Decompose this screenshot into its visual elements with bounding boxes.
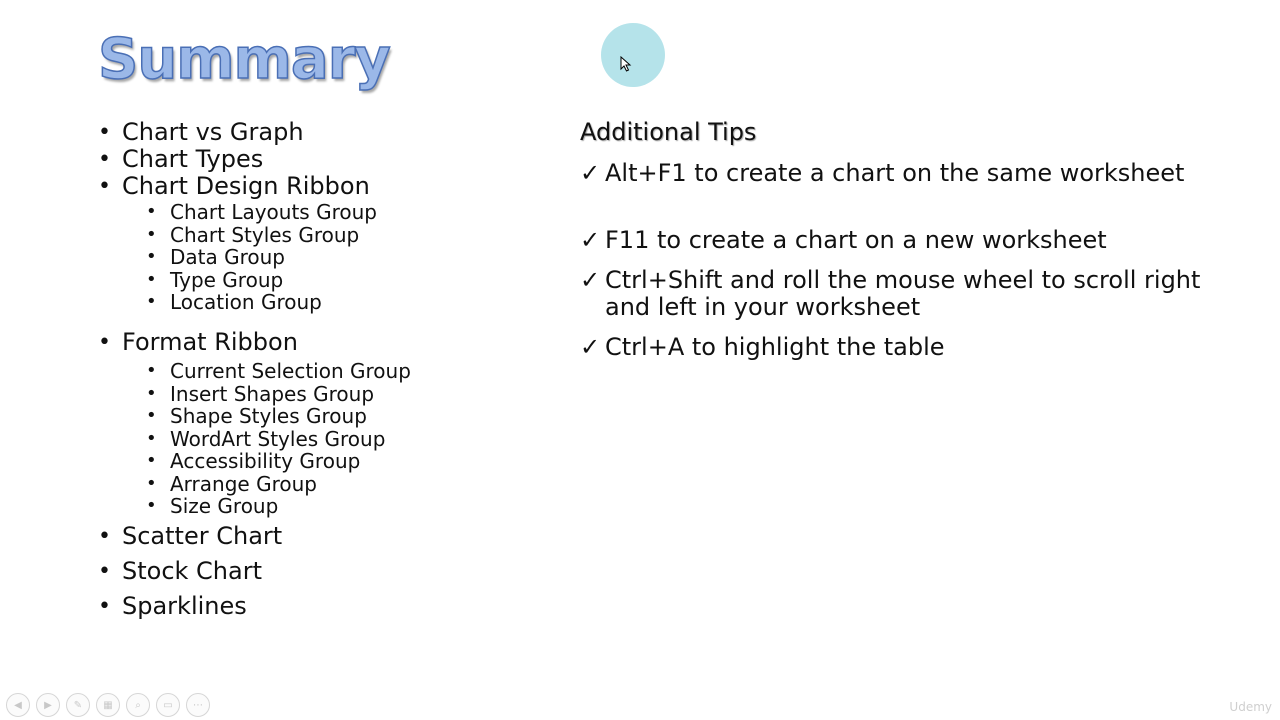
sublist-item: • Data Group bbox=[146, 246, 377, 269]
see-all-slides-button[interactable] bbox=[96, 693, 120, 717]
udemy-watermark: Udemy bbox=[1229, 700, 1272, 714]
tip-text: Alt+F1 to create a chart on the same worksheet bbox=[605, 159, 1185, 187]
tip-item bbox=[580, 227, 1220, 254]
sublist-item: • Size Group bbox=[146, 495, 411, 518]
summary-list-scatter bbox=[98, 523, 282, 550]
list-item: • Format Ribbon bbox=[98, 329, 298, 356]
format-ribbon-sublist bbox=[98, 360, 411, 518]
sublist-item: • Current Selection Group bbox=[146, 360, 411, 383]
sublist-item: • Arrange Group bbox=[146, 473, 411, 496]
previous-slide-button[interactable] bbox=[6, 693, 30, 717]
cursor-highlight bbox=[601, 23, 665, 87]
more-icon: ⋯ bbox=[193, 699, 203, 711]
list-item: • Chart vs Graph bbox=[98, 119, 370, 146]
sublist-item: • Chart Layouts Group bbox=[146, 201, 377, 224]
tip-text: F11 to create a chart on a new worksheet bbox=[605, 226, 1107, 254]
next-slide-button[interactable] bbox=[36, 693, 60, 717]
previous-icon: ◀ bbox=[14, 699, 22, 711]
tip-item bbox=[580, 267, 1220, 321]
tip-text: Ctrl+A to highlight the table bbox=[605, 333, 945, 361]
next-icon: ▶ bbox=[44, 699, 52, 711]
subtitles-icon: ▭ bbox=[163, 699, 173, 711]
mouse-pointer-icon bbox=[620, 56, 632, 72]
format-ribbon-list bbox=[98, 329, 298, 356]
checkmark-icon: ✓ bbox=[580, 159, 601, 187]
summary-list-stock bbox=[98, 558, 262, 585]
sublist-item: • Insert Shapes Group bbox=[146, 383, 411, 406]
zoom-button[interactable] bbox=[126, 693, 150, 717]
sublist-item: • Location Group bbox=[146, 291, 377, 314]
list-item: • Sparklines bbox=[98, 593, 247, 620]
tip-text: Ctrl+Shift and roll the mouse wheel to scroll right and left in your worksheet bbox=[605, 266, 1201, 321]
tip-item bbox=[580, 160, 1220, 187]
checkmark-icon: ✓ bbox=[580, 226, 601, 254]
tip-item bbox=[580, 334, 1220, 361]
sublist-item: • Shape Styles Group bbox=[146, 405, 411, 428]
list-item: • Chart Types bbox=[98, 146, 370, 173]
list-item: • Scatter Chart bbox=[98, 523, 282, 550]
pen-button[interactable] bbox=[66, 693, 90, 717]
more-options-button[interactable] bbox=[186, 693, 210, 717]
slides-icon: ▦ bbox=[103, 699, 113, 711]
list-item: • Chart Design Ribbon bbox=[98, 173, 370, 200]
sublist-item: • Accessibility Group bbox=[146, 450, 411, 473]
sublist-item: • Chart Styles Group bbox=[146, 224, 377, 247]
presentation-controls bbox=[6, 693, 210, 717]
subtitles-button[interactable] bbox=[156, 693, 180, 717]
list-item: • Stock Chart bbox=[98, 558, 262, 585]
slide-title: Summary bbox=[98, 27, 390, 92]
pen-icon: ✎ bbox=[73, 699, 83, 711]
checkmark-icon: ✓ bbox=[580, 333, 601, 361]
sublist-item: • WordArt Styles Group bbox=[146, 428, 411, 451]
checkmark-icon: ✓ bbox=[580, 266, 601, 294]
zoom-icon: ⌕ bbox=[135, 699, 141, 711]
chart-design-sublist bbox=[98, 201, 377, 314]
summary-list-top bbox=[98, 119, 370, 200]
sublist-item: • Type Group bbox=[146, 269, 377, 292]
summary-list-sparklines bbox=[98, 593, 247, 620]
tips-heading: Additional Tips bbox=[580, 118, 757, 146]
